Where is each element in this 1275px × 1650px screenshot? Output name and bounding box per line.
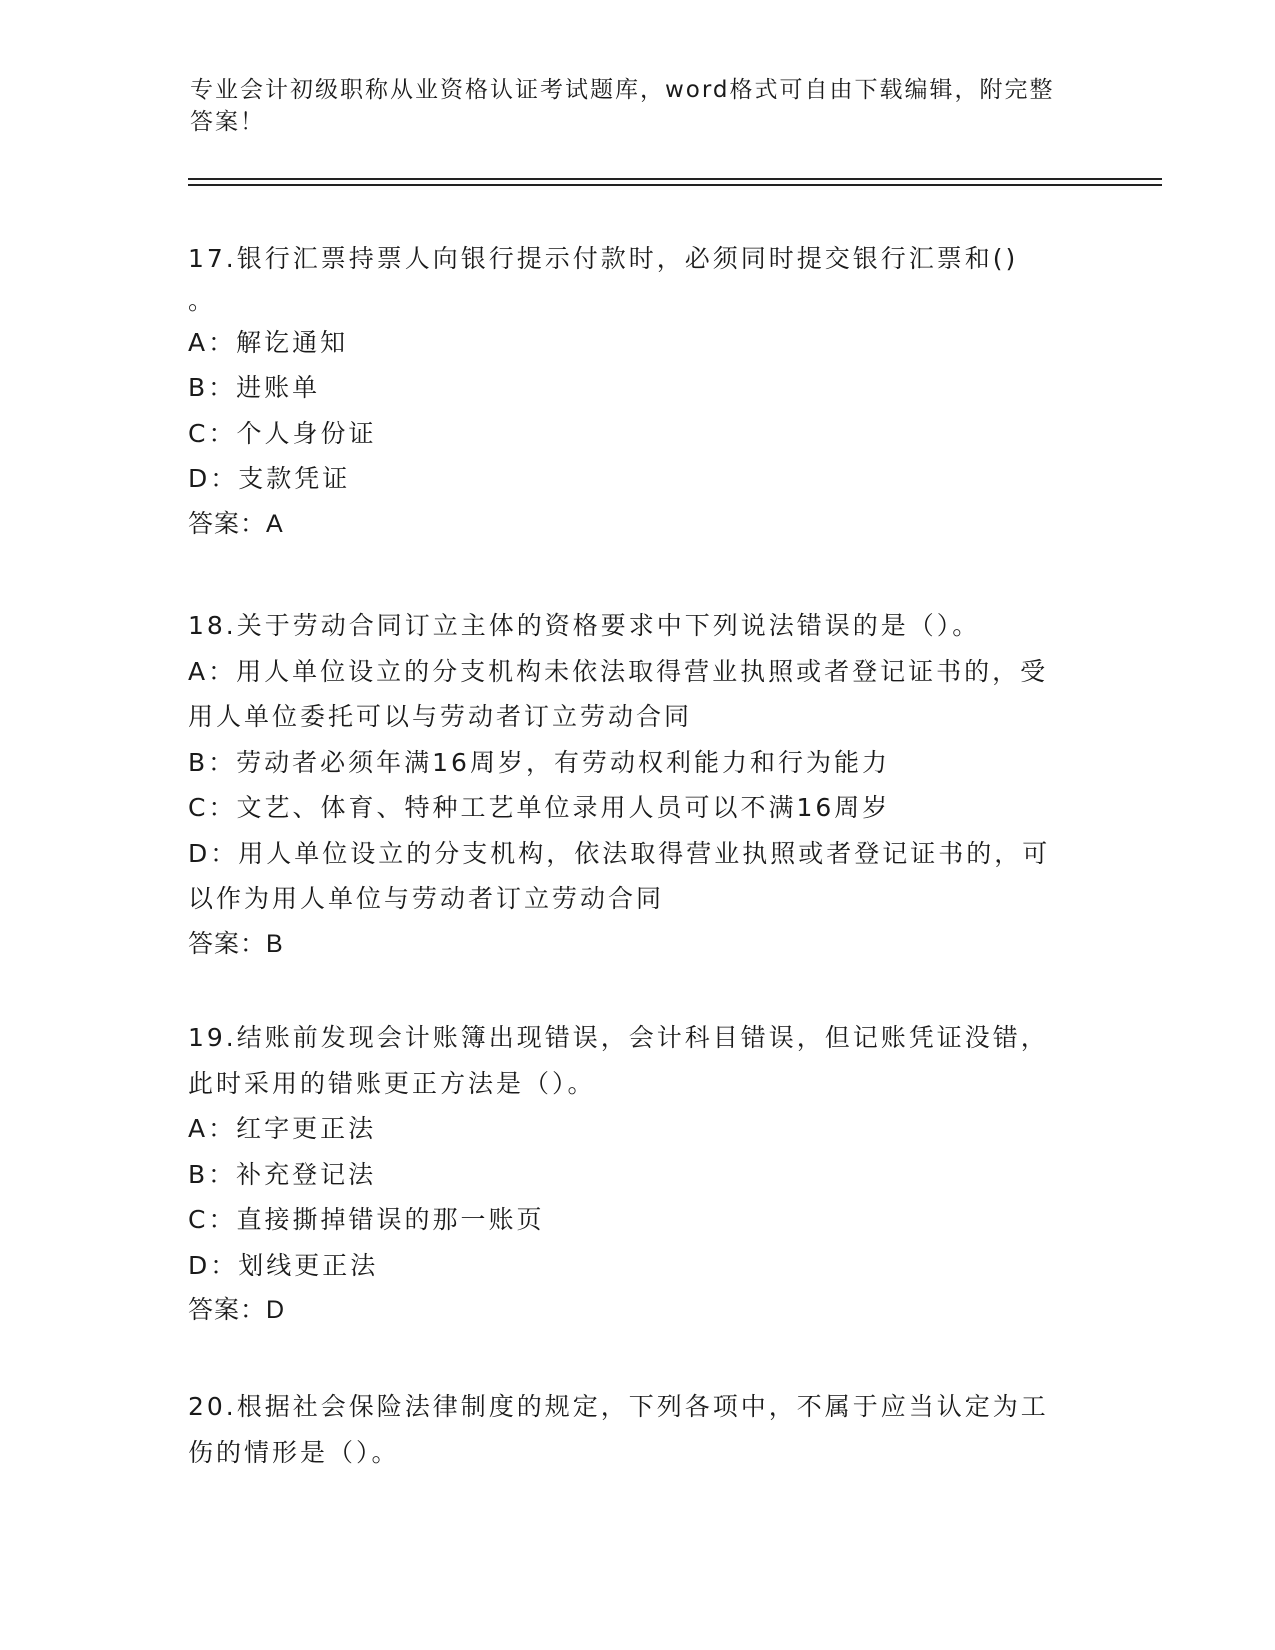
option-d: D：用人单位设立的分支机构，依法取得营业执照或者登记证书的，可 xyxy=(188,838,1051,868)
question-stem: 20.根据社会保险法律制度的规定，下列各项中，不属于应当认定为工 xyxy=(188,1392,1049,1421)
option-c: C：直接撕掉错误的那一账页 xyxy=(188,1205,545,1234)
question-20 xyxy=(188,1384,1088,1475)
option-b: B：补充登记法 xyxy=(188,1159,377,1189)
header-divider-top xyxy=(188,178,1162,180)
question-stem: 。 xyxy=(188,285,217,315)
question-stem: 19.结账前发现会计账簿出现错误，会计科目错误，但记账凭证没错， xyxy=(188,1023,1049,1052)
question-stem: 17.银行汇票持票人向银行提示付款时，必须同时提交银行汇票和() xyxy=(188,244,1019,273)
option-a: A：红字更正法 xyxy=(188,1114,377,1143)
option-c: C：个人身份证 xyxy=(188,418,377,448)
option-d: D：支款凭证 xyxy=(188,464,351,493)
answer-label: 答案：D xyxy=(188,1296,286,1324)
question-stem: 18.关于劳动合同订立主体的资格要求中下列说法错误的是（）。 xyxy=(188,611,981,640)
option-d: D：划线更正法 xyxy=(188,1250,379,1280)
question-17 xyxy=(188,236,1088,547)
option-a: A：解讫通知 xyxy=(188,327,349,357)
answer-label: 答案：B xyxy=(188,929,284,958)
option-a: A：用人单位设立的分支机构未依法取得营业执照或者登记证书的，受 xyxy=(188,656,1049,686)
option-b: B：进账单 xyxy=(188,373,321,402)
header-divider-bottom xyxy=(188,184,1162,186)
question-18 xyxy=(188,603,1088,967)
option-a-continued: 用人单位委托可以与劳动者订立劳动合同 xyxy=(188,702,693,731)
question-stem-continued: 伤的情形是（）。 xyxy=(188,1437,400,1467)
option-c: C：文艺、体育、特种工艺单位录用人员可以不满16周岁 xyxy=(188,793,891,822)
question-19 xyxy=(188,1015,1088,1334)
answer-label: 答案：A xyxy=(188,509,284,538)
option-d-continued: 以作为用人单位与劳动者订立劳动合同 xyxy=(188,884,665,913)
header-note: 专业会计初级职称从业资格认证考试题库，word格式可自由下载编辑，附完整答案！ xyxy=(190,77,1055,135)
option-b: B：劳动者必须年满16周岁，有劳动权利能力和行为能力 xyxy=(188,747,890,777)
question-stem-continued: 此时采用的错账更正方法是（）。 xyxy=(188,1068,596,1098)
